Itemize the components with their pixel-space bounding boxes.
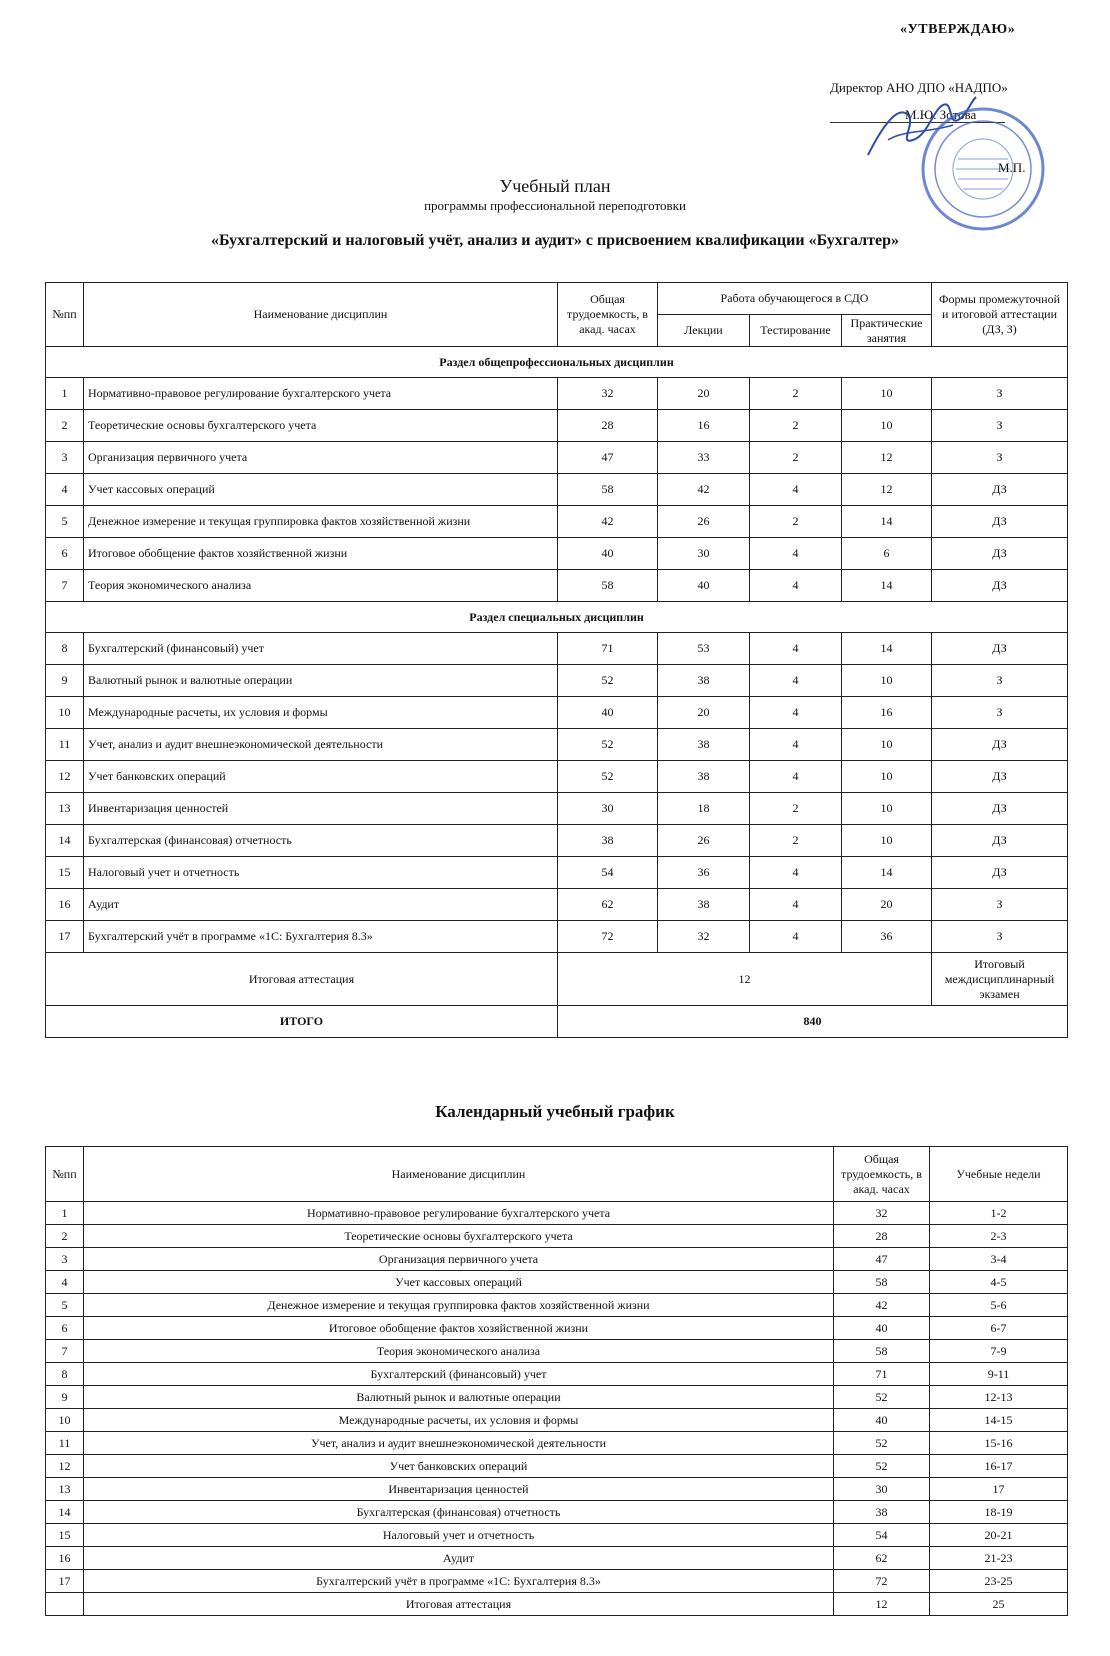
table-row <box>46 857 1068 889</box>
table-row <box>46 1386 1068 1409</box>
row-number: 16 <box>46 1547 84 1570</box>
row-number: 5 <box>46 506 84 538</box>
header-num: №пп <box>46 1147 84 1202</box>
attestation-form-cell: З <box>932 697 1068 729</box>
attestation-form-cell: ДЗ <box>932 633 1068 665</box>
table-row <box>46 1432 1068 1455</box>
header-weeks: Учебные недели <box>930 1147 1068 1202</box>
total-hours-cell: 52 <box>834 1432 930 1455</box>
discipline-name: Денежное измерение и текущая группировка фактов хозяйственной жизни <box>84 1294 834 1317</box>
testing-cell: 4 <box>750 633 842 665</box>
practice-cell: 10 <box>842 793 932 825</box>
table-row <box>46 921 1068 953</box>
total-hours-cell: 54 <box>834 1524 930 1547</box>
row-number: 15 <box>46 857 84 889</box>
table-row <box>46 1570 1068 1593</box>
table-row <box>46 1547 1068 1570</box>
practice-cell: 14 <box>842 633 932 665</box>
discipline-name: Итоговое обобщение фактов хозяйственной жизни <box>84 538 558 570</box>
weeks-cell: 20-21 <box>930 1524 1068 1547</box>
total-hours-cell: 54 <box>558 857 658 889</box>
table-row <box>46 889 1068 921</box>
attestation-form-cell: ДЗ <box>932 474 1068 506</box>
discipline-name: Учет, анализ и аудит внешнеэкономической деятельности <box>84 729 558 761</box>
weeks-cell: 15-16 <box>930 1432 1068 1455</box>
table-row <box>46 1271 1068 1294</box>
row-number: 10 <box>46 1409 84 1432</box>
total-hours-cell: 12 <box>834 1593 930 1616</box>
weeks-cell: 14-15 <box>930 1409 1068 1432</box>
table-row <box>46 1478 1068 1501</box>
total-hours-cell: 52 <box>558 729 658 761</box>
header-hours: Общая трудоемкость, в акад. часах <box>834 1147 930 1202</box>
table-row <box>46 1409 1068 1432</box>
total-hours-cell: 52 <box>834 1386 930 1409</box>
row-number: 2 <box>46 410 84 442</box>
practice-cell: 12 <box>842 442 932 474</box>
table-row <box>46 570 1068 602</box>
header-testing: Тестирование <box>750 315 842 347</box>
lectures-cell: 30 <box>658 538 750 570</box>
lectures-cell: 38 <box>658 729 750 761</box>
discipline-name: Учет банковских операций <box>84 1455 834 1478</box>
lectures-cell: 18 <box>658 793 750 825</box>
table-row <box>46 410 1068 442</box>
testing-cell: 4 <box>750 697 842 729</box>
weeks-cell: 1-2 <box>930 1202 1068 1225</box>
discipline-name: Международные расчеты, их условия и формы <box>84 1409 834 1432</box>
total-hours-cell: 40 <box>834 1409 930 1432</box>
practice-cell: 10 <box>842 825 932 857</box>
row-number: 8 <box>46 633 84 665</box>
row-number: 9 <box>46 665 84 697</box>
lectures-cell: 36 <box>658 857 750 889</box>
header-work: Работа обучающегося в СДО <box>658 283 932 315</box>
row-number: 11 <box>46 729 84 761</box>
testing-cell: 2 <box>750 793 842 825</box>
table-header-row <box>46 1147 1068 1202</box>
attestation-form-cell: ДЗ <box>932 825 1068 857</box>
total-hours-cell: 52 <box>558 761 658 793</box>
practice-cell: 10 <box>842 729 932 761</box>
row-number: 6 <box>46 538 84 570</box>
total-hours-cell: 30 <box>558 793 658 825</box>
discipline-name: Денежное измерение и текущая группировка фактов хозяйственной жизни <box>84 506 558 538</box>
total-hours-cell: 58 <box>558 570 658 602</box>
table-row <box>46 1363 1068 1386</box>
curriculum-table <box>45 282 1068 1038</box>
weeks-cell: 3-4 <box>930 1248 1068 1271</box>
practice-cell: 36 <box>842 921 932 953</box>
section-title: Раздел общепрофессиональных дисциплин <box>46 347 1068 378</box>
total-hours-cell: 47 <box>558 442 658 474</box>
discipline-name: Валютный рынок и валютные операции <box>84 665 558 697</box>
discipline-name: Теоретические основы бухгалтерского учета <box>84 410 558 442</box>
total-hours-cell: 32 <box>834 1202 930 1225</box>
row-number: 1 <box>46 378 84 410</box>
total-hours-cell: 40 <box>834 1317 930 1340</box>
table-row <box>46 1225 1068 1248</box>
discipline-name: Организация первичного учета <box>84 1248 834 1271</box>
total-hours-cell: 62 <box>558 889 658 921</box>
table-row <box>46 506 1068 538</box>
attestation-form-cell: ДЗ <box>932 506 1068 538</box>
discipline-name: Учет кассовых операций <box>84 474 558 506</box>
lectures-cell: 20 <box>658 378 750 410</box>
table-row <box>46 442 1068 474</box>
lectures-cell: 42 <box>658 474 750 506</box>
lectures-cell: 26 <box>658 506 750 538</box>
discipline-name: Инвентаризация ценностей <box>84 1478 834 1501</box>
discipline-name: Нормативно-правовое регулирование бухгалтерского учета <box>84 378 558 410</box>
program-name: «Бухгалтерский и налоговый учёт, анализ и аудит» с присвоением квалификации «Бухгалтер» <box>210 232 900 249</box>
discipline-name: Учет, анализ и аудит внешнеэкономической деятельности <box>84 1432 834 1455</box>
table-row <box>46 825 1068 857</box>
discipline-name: Организация первичного учета <box>84 442 558 474</box>
discipline-name: Теория экономического анализа <box>84 570 558 602</box>
discipline-name: Бухгалтерский (финансовый) учет <box>84 1363 834 1386</box>
testing-cell: 4 <box>750 729 842 761</box>
attestation-form-cell: ДЗ <box>932 793 1068 825</box>
row-number: 12 <box>46 1455 84 1478</box>
header-practice: Практические занятия <box>842 315 932 347</box>
weeks-cell: 17 <box>930 1478 1068 1501</box>
testing-cell: 2 <box>750 410 842 442</box>
table-row <box>46 1202 1068 1225</box>
weeks-cell: 23-25 <box>930 1570 1068 1593</box>
discipline-name: Учет кассовых операций <box>84 1271 834 1294</box>
total-hours-cell: 30 <box>834 1478 930 1501</box>
total-hours-cell: 40 <box>558 538 658 570</box>
discipline-name: Налоговый учет и отчетность <box>84 857 558 889</box>
testing-cell: 4 <box>750 474 842 506</box>
attestation-form-cell: З <box>932 378 1068 410</box>
practice-cell: 6 <box>842 538 932 570</box>
total-hours-cell: 58 <box>558 474 658 506</box>
testing-cell: 4 <box>750 857 842 889</box>
table-row <box>46 761 1068 793</box>
table-row <box>46 633 1068 665</box>
lectures-cell: 26 <box>658 825 750 857</box>
discipline-name: Бухгалтерский учёт в программе «1С: Бухгалтерия 8.3» <box>84 921 558 953</box>
attestation-form-cell: ДЗ <box>932 857 1068 889</box>
table-row <box>46 793 1068 825</box>
weeks-cell: 12-13 <box>930 1386 1068 1409</box>
row-number: 10 <box>46 697 84 729</box>
practice-cell: 12 <box>842 474 932 506</box>
testing-cell: 4 <box>750 921 842 953</box>
header-num: №пп <box>46 283 84 347</box>
table-row <box>46 1593 1068 1616</box>
practice-cell: 10 <box>842 665 932 697</box>
row-number: 17 <box>46 1570 84 1593</box>
row-number: 14 <box>46 1501 84 1524</box>
attestation-form-cell: З <box>932 665 1068 697</box>
discipline-name: Валютный рынок и валютные операции <box>84 1386 834 1409</box>
row-number: 2 <box>46 1225 84 1248</box>
testing-cell: 4 <box>750 889 842 921</box>
header-lectures: Лекции <box>658 315 750 347</box>
total-hours-cell: 72 <box>834 1570 930 1593</box>
total-hours-cell: 40 <box>558 697 658 729</box>
weeks-cell: 18-19 <box>930 1501 1068 1524</box>
table-row <box>46 1248 1068 1271</box>
header-name: Наименование дисциплин <box>84 283 558 347</box>
discipline-name: Инвентаризация ценностей <box>84 793 558 825</box>
total-hours-cell: 38 <box>834 1501 930 1524</box>
table-row <box>46 1317 1068 1340</box>
lectures-cell: 38 <box>658 889 750 921</box>
total-hours-cell: 58 <box>834 1271 930 1294</box>
final-form: Итоговый междисциплинарный экзамен <box>932 953 1068 1006</box>
lectures-cell: 38 <box>658 665 750 697</box>
total-hours-cell: 52 <box>558 665 658 697</box>
testing-cell: 4 <box>750 665 842 697</box>
header-name: Наименование дисциплин <box>84 1147 834 1202</box>
practice-cell: 14 <box>842 506 932 538</box>
weeks-cell: 21-23 <box>930 1547 1068 1570</box>
row-number: 7 <box>46 570 84 602</box>
total-hours-cell: 52 <box>834 1455 930 1478</box>
practice-cell: 10 <box>842 761 932 793</box>
page-subtitle: программы профессиональной переподготовки <box>424 198 686 213</box>
attestation-form-cell: ДЗ <box>932 729 1068 761</box>
table-row <box>46 1294 1068 1317</box>
attestation-form-cell: З <box>932 921 1068 953</box>
practice-cell: 20 <box>842 889 932 921</box>
discipline-name: Бухгалтерская (финансовая) отчетность <box>84 825 558 857</box>
page-title: Учебный план <box>499 176 611 196</box>
practice-cell: 10 <box>842 410 932 442</box>
discipline-name: Учет банковских операций <box>84 761 558 793</box>
total-hours-cell: 58 <box>834 1340 930 1363</box>
row-number: 16 <box>46 889 84 921</box>
testing-cell: 4 <box>750 570 842 602</box>
total-hours-cell: 71 <box>834 1363 930 1386</box>
testing-cell: 2 <box>750 442 842 474</box>
header-forms: Формы промежуточной и итоговой аттестации (ДЗ, З) <box>932 283 1068 347</box>
discipline-name: Налоговый учет и отчетность <box>84 1524 834 1547</box>
discipline-name: Итоговое обобщение фактов хозяйственной жизни <box>84 1317 834 1340</box>
attestation-form-cell: З <box>932 442 1068 474</box>
discipline-name: Бухгалтерский (финансовый) учет <box>84 633 558 665</box>
weeks-cell: 25 <box>930 1593 1068 1616</box>
approval-label: «УТВЕРЖДАЮ» <box>900 22 1016 37</box>
practice-cell: 16 <box>842 697 932 729</box>
table-row <box>46 729 1068 761</box>
total-hours-cell: 28 <box>558 410 658 442</box>
total-row <box>46 1006 1068 1038</box>
testing-cell: 4 <box>750 761 842 793</box>
discipline-name: Аудит <box>84 1547 834 1570</box>
row-number: 7 <box>46 1340 84 1363</box>
stamp-place-mark: М.П. <box>998 160 1026 175</box>
section-row <box>46 602 1068 633</box>
total-hours-cell: 42 <box>834 1294 930 1317</box>
header-hours: Общая трудоемкость, в акад. часах <box>558 283 658 347</box>
practice-cell: 14 <box>842 570 932 602</box>
row-number: 6 <box>46 1317 84 1340</box>
table-row <box>46 1501 1068 1524</box>
row-number: 9 <box>46 1386 84 1409</box>
row-number: 13 <box>46 793 84 825</box>
discipline-name: Бухгалтерская (финансовая) отчетность <box>84 1501 834 1524</box>
total-hours-cell: 28 <box>834 1225 930 1248</box>
table-row <box>46 1455 1068 1478</box>
lectures-cell: 16 <box>658 410 750 442</box>
lectures-cell: 32 <box>658 921 750 953</box>
row-number: 17 <box>46 921 84 953</box>
section-row <box>46 347 1068 378</box>
lectures-cell: 40 <box>658 570 750 602</box>
discipline-name: Теория экономического анализа <box>84 1340 834 1363</box>
row-number: 4 <box>46 1271 84 1294</box>
practice-cell: 10 <box>842 378 932 410</box>
row-number: 5 <box>46 1294 84 1317</box>
weeks-cell: 7-9 <box>930 1340 1068 1363</box>
attestation-form-cell: З <box>932 889 1068 921</box>
row-number: 14 <box>46 825 84 857</box>
weeks-cell: 16-17 <box>930 1455 1068 1478</box>
weeks-cell: 2-3 <box>930 1225 1068 1248</box>
attestation-form-cell: З <box>932 410 1068 442</box>
attestation-form-cell: ДЗ <box>932 538 1068 570</box>
row-number: 11 <box>46 1432 84 1455</box>
row-number: 1 <box>46 1202 84 1225</box>
attestation-form-cell: ДЗ <box>932 570 1068 602</box>
table-row <box>46 665 1068 697</box>
testing-cell: 2 <box>750 378 842 410</box>
total-label: ИТОГО <box>46 1006 558 1038</box>
weeks-cell: 9-11 <box>930 1363 1068 1386</box>
lectures-cell: 20 <box>658 697 750 729</box>
table-header-row <box>46 283 1068 315</box>
table-row <box>46 697 1068 729</box>
row-number: 15 <box>46 1524 84 1547</box>
discipline-name: Нормативно-правовое регулирование бухгалтерского учета <box>84 1202 834 1225</box>
table-row <box>46 1340 1068 1363</box>
total-hours-cell: 47 <box>834 1248 930 1271</box>
calendar-table <box>45 1146 1068 1616</box>
total-hours-cell: 71 <box>558 633 658 665</box>
total-hours: 840 <box>558 1006 1068 1038</box>
testing-cell: 4 <box>750 538 842 570</box>
row-number: 4 <box>46 474 84 506</box>
total-hours-cell: 42 <box>558 506 658 538</box>
table-row <box>46 1524 1068 1547</box>
row-number: 3 <box>46 1248 84 1271</box>
discipline-name: Бухгалтерский учёт в программе «1С: Бухгалтерия 8.3» <box>84 1570 834 1593</box>
discipline-name: Теоретические основы бухгалтерского учета <box>84 1225 834 1248</box>
lectures-cell: 53 <box>658 633 750 665</box>
discipline-name: Итоговая аттестация <box>84 1593 834 1616</box>
row-number: 8 <box>46 1363 84 1386</box>
director-name: М.Ю. Зотова <box>905 107 977 122</box>
discipline-name: Международные расчеты, их условия и формы <box>84 697 558 729</box>
weeks-cell: 6-7 <box>930 1317 1068 1340</box>
row-number: 13 <box>46 1478 84 1501</box>
row-number: 3 <box>46 442 84 474</box>
lectures-cell: 38 <box>658 761 750 793</box>
total-hours-cell: 32 <box>558 378 658 410</box>
testing-cell: 2 <box>750 825 842 857</box>
table-row <box>46 538 1068 570</box>
weeks-cell: 4-5 <box>930 1271 1068 1294</box>
calendar-title: Календарный учебный график <box>435 1102 675 1121</box>
table-row <box>46 474 1068 506</box>
lectures-cell: 33 <box>658 442 750 474</box>
final-hours: 12 <box>558 953 932 1006</box>
discipline-name: Аудит <box>84 889 558 921</box>
final-label: Итоговая аттестация <box>46 953 558 1006</box>
final-attestation-row <box>46 953 1068 1006</box>
row-number: 12 <box>46 761 84 793</box>
practice-cell: 14 <box>842 857 932 889</box>
total-hours-cell: 62 <box>834 1547 930 1570</box>
testing-cell: 2 <box>750 506 842 538</box>
attestation-form-cell: ДЗ <box>932 761 1068 793</box>
weeks-cell: 5-6 <box>930 1294 1068 1317</box>
section-title: Раздел специальных дисциплин <box>46 602 1068 633</box>
total-hours-cell: 38 <box>558 825 658 857</box>
director-title: Директор АНО ДПО «НАДПО» <box>830 80 1008 95</box>
total-hours-cell: 72 <box>558 921 658 953</box>
row-number <box>46 1593 84 1616</box>
table-row <box>46 378 1068 410</box>
seal-stamp <box>918 104 1048 234</box>
